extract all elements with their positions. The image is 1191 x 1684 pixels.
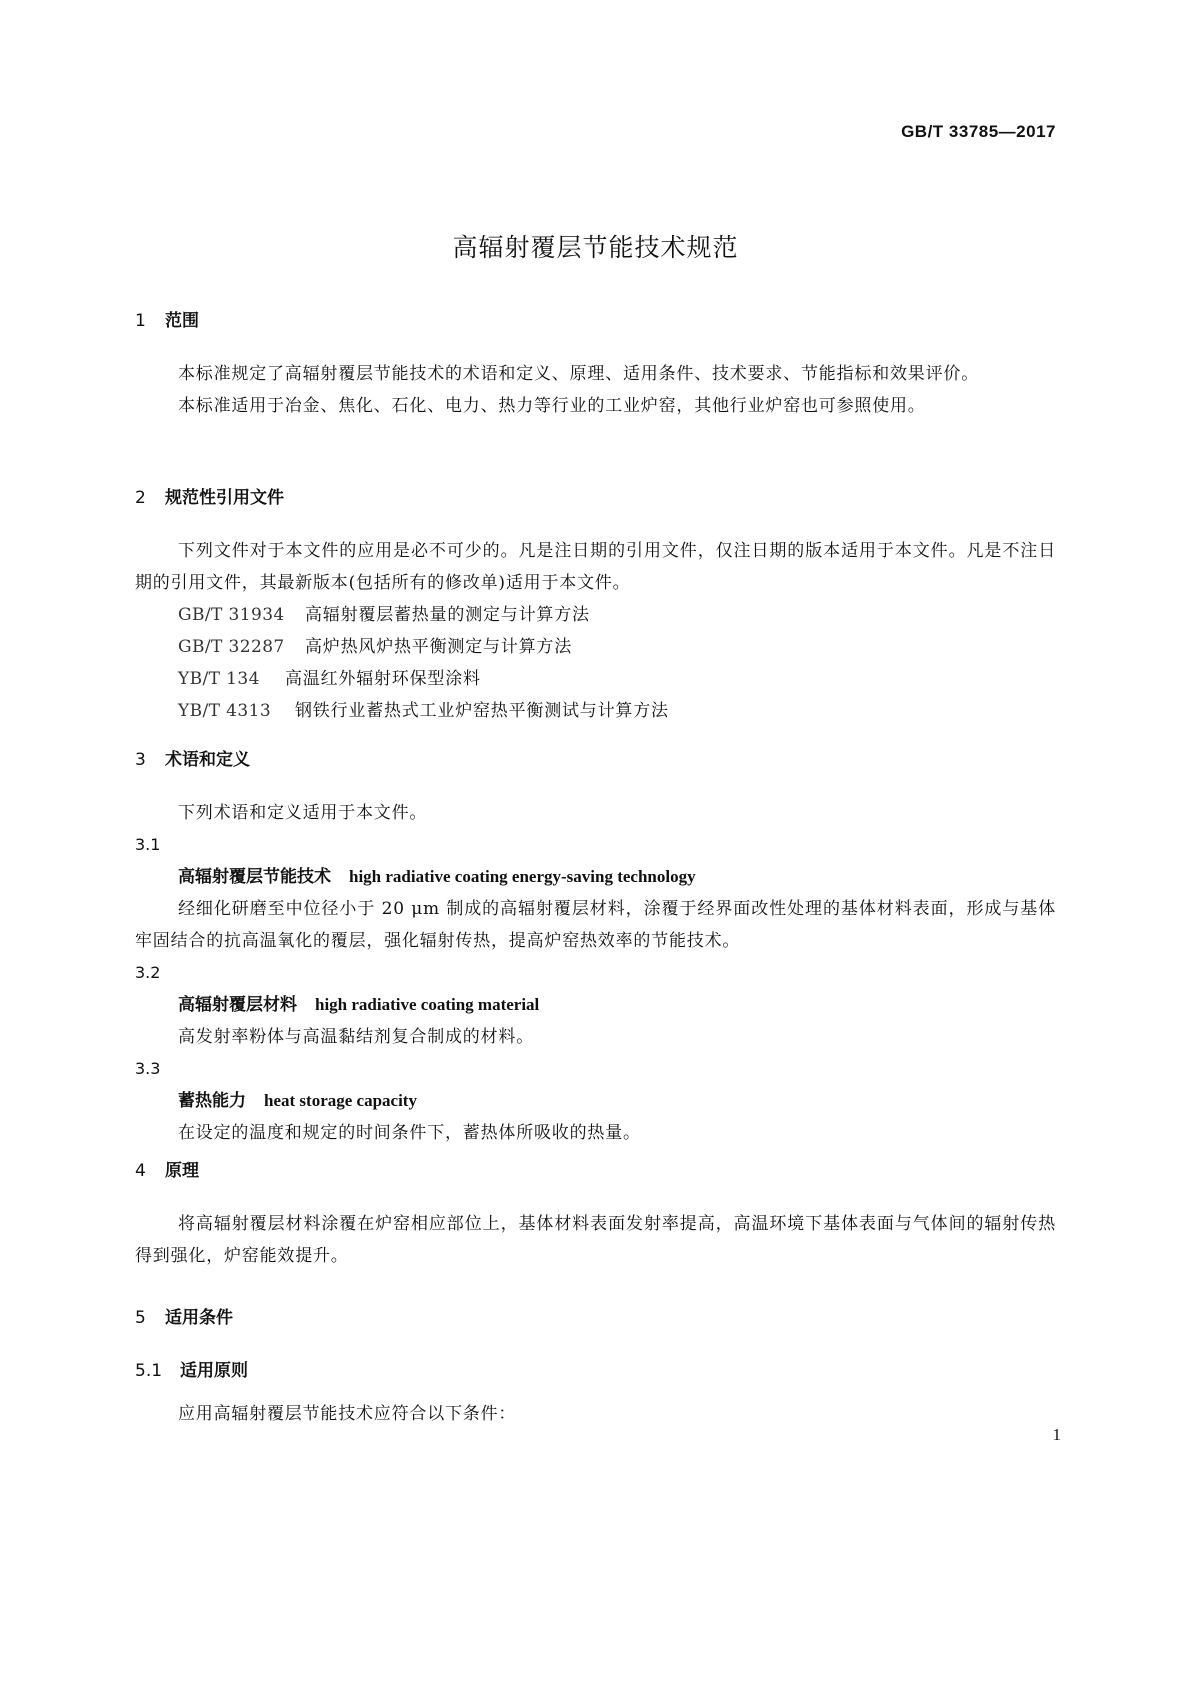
subsection-title: 适用原则 (180, 1361, 248, 1381)
reference-item (135, 599, 1056, 631)
reference-item (135, 631, 1056, 663)
term-definition: 经细化研磨至中位径小于 20 μm 制成的高辐射覆层材料，涂覆于经界面改性处理的基体材料表面，形成与基体牢固结合的抗高温氧化的覆层，强化辐射传热，提高炉窑热效率的节能技术。 (135, 899, 1056, 951)
term-definition: 在设定的温度和规定的时间条件下，蓄热体所吸收的热量。 (178, 1123, 641, 1143)
section-number: 1 (135, 311, 146, 331)
section-4-heading (135, 1156, 1056, 1181)
section-title: 范围 (165, 311, 199, 331)
term-en: heat storage capacity (264, 1091, 417, 1110)
term-zh: 蓄热能力 (178, 1091, 246, 1111)
term-en: high radiative coating material (315, 995, 540, 1014)
subsection-5-1-body (135, 1398, 1056, 1430)
paragraph: 下列文件对于本文件的应用是必不可少的。凡是注日期的引用文件，仅注日期的版本适用于本文件。凡是不注日期的引用文件，其最新版本(包括所有的修改单)适用于本文件。 (135, 541, 1056, 593)
section-number: 4 (135, 1161, 146, 1181)
reference-code: YB/T 134 (178, 669, 260, 689)
paragraph: 本标准规定了高辐射覆层节能技术的术语和定义、原理、适用条件、技术要求、节能指标和效果评价。 (178, 364, 979, 384)
section-title: 术语和定义 (165, 750, 250, 770)
section-number: 3 (135, 750, 146, 770)
paragraph: 下列术语和定义适用于本文件。 (178, 803, 428, 823)
subsection-number: 5.1 (135, 1361, 163, 1381)
section-5-heading (135, 1303, 1056, 1328)
section-3-body (135, 797, 1056, 1149)
reference-title: 高温红外辐射环保型涂料 (285, 669, 481, 689)
reference-item (135, 663, 1056, 695)
section-1-heading (135, 306, 1056, 331)
section-3-heading (135, 745, 1056, 770)
standard-number: GB/T 33785—2017 (901, 122, 1056, 141)
document-title: 高辐射覆层节能技术规范 (452, 233, 739, 262)
term-number: 3.3 (135, 1059, 161, 1078)
section-number: 5 (135, 1308, 146, 1328)
reference-item (135, 695, 1056, 727)
reference-code: YB/T 4313 (178, 701, 272, 721)
term-zh: 高辐射覆层材料 (178, 995, 297, 1015)
reference-code: GB/T 31934 (178, 605, 285, 625)
reference-title: 钢铁行业蓄热式工业炉窑热平衡测试与计算方法 (295, 701, 669, 721)
section-number: 2 (135, 488, 146, 508)
paragraph: 本标准适用于冶金、焦化、石化、电力、热力等行业的工业炉窑，其他行业炉窑也可参照使用。 (178, 396, 926, 416)
section-2-body (135, 535, 1056, 727)
term-heading (135, 989, 1056, 1021)
section-title: 适用条件 (165, 1308, 233, 1328)
paragraph: 应用高辐射覆层节能技术应符合以下条件： (178, 1404, 517, 1424)
section-2-heading (135, 483, 1056, 508)
reference-title: 高辐射覆层蓄热量的测定与计算方法 (305, 605, 590, 625)
term-en: high radiative coating energy-saving technology (349, 867, 696, 886)
paragraph: 将高辐射覆层材料涂覆在炉窑相应部位上，基体材料表面发射率提高，高温环境下基体表面与气体间的辐射传热得到强化，炉窑能效提升。 (135, 1214, 1056, 1266)
subsection-5-1-heading (135, 1356, 1056, 1381)
section-4-body (135, 1208, 1056, 1272)
section-title: 原理 (165, 1161, 199, 1181)
section-1-body (135, 358, 1056, 422)
term-number: 3.2 (135, 963, 161, 982)
page-number: 1 (1052, 1425, 1061, 1444)
term-definition: 高发射率粉体与高温黏结剂复合制成的材料。 (178, 1027, 534, 1047)
term-heading (135, 1085, 1056, 1117)
term-heading (135, 861, 1056, 893)
term-zh: 高辐射覆层节能技术 (178, 867, 331, 887)
reference-title: 高炉热风炉热平衡测定与计算方法 (305, 637, 572, 657)
term-number: 3.1 (135, 835, 161, 854)
section-title: 规范性引用文件 (165, 488, 284, 508)
reference-code: GB/T 32287 (178, 637, 285, 657)
